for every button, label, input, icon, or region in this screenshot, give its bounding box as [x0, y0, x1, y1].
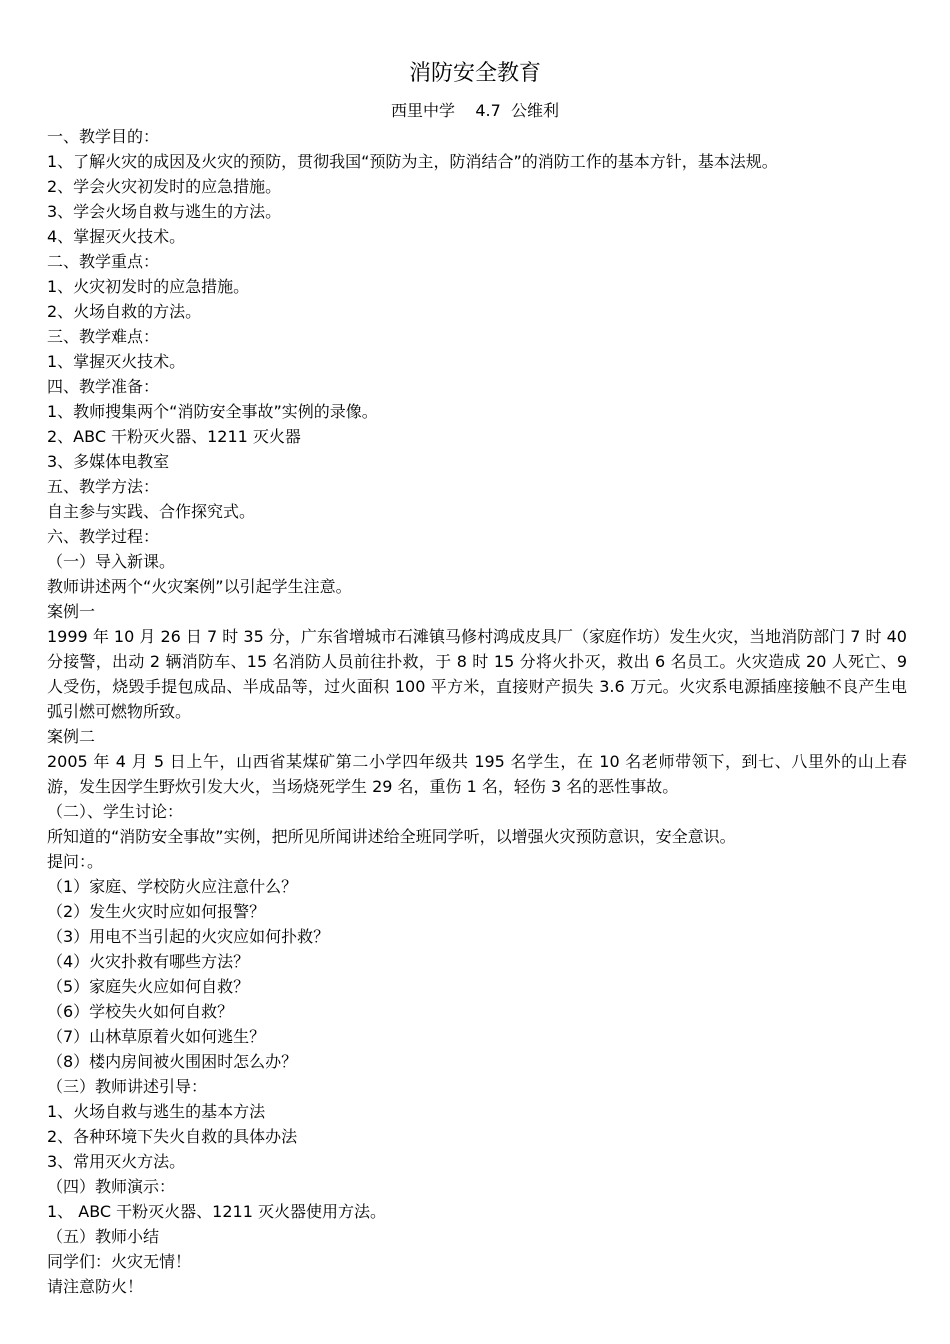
text-line: （三）教师讲述引导： — [47, 1077, 208, 1096]
text-line: （7）山林草原着火如何逃生？ — [47, 1027, 266, 1046]
text-line: （6）学校失火如何自救？ — [47, 1002, 234, 1021]
text-line: （四）教师演示： — [47, 1177, 176, 1196]
text-line: 自主参与实践、合作探究式。 — [47, 502, 256, 521]
text-line: 五、教学方法： — [47, 477, 160, 496]
text-line: 案例二 — [47, 727, 96, 746]
text-line: （二）、学生讨论： — [47, 802, 184, 821]
text-line: （2）发生火灾时应如何报警？ — [47, 902, 266, 921]
text-line: （3）用电不当引起的火灾应如何扑救？ — [47, 927, 330, 946]
text-line: 3、学会火场自救与逃生的方法。 — [47, 202, 282, 221]
text-line: 二、教学重点： — [47, 252, 160, 271]
text-line: 4、掌握灭火技术。 — [47, 227, 186, 246]
text-line: 2、ABC 干粉灭火器、1211 灭火器 — [47, 427, 301, 446]
text-line: 2、火场自救的方法。 — [47, 302, 202, 321]
text-line: （4）火灾扑救有哪些方法？ — [47, 952, 250, 971]
text-line: 教师讲述两个“火灾案例”以引起学生注意。 — [47, 577, 352, 596]
text-line: 请注意防火！ — [47, 1277, 144, 1296]
text-line: （8）楼内房间被火围困时怎么办？ — [47, 1052, 298, 1071]
text-line: 3、常用灭火方法。 — [47, 1152, 186, 1171]
text-line: 六、教学过程： — [47, 527, 160, 546]
text-line: 1999 年 10 月 26 日 7 时 35 分，广东省增城市石滩镇马修村鸿成皮具厂（家庭作坊）发生火灾，当地消防部门 7 时 40 分接警，出动 2 辆消防车、15 名消防人员前往扑救，于 8 时 15 分将火扑灭，救出 6 名员工。火灾造成 20 人死亡、9 人受伤，烧毁手提包成品、半成品等，过火面积 100 平方米，直接财产损失 3.6 万元。火灾系电源插座接触不良产生电弧引燃可燃物所致。 — [47, 627, 907, 721]
text-line: 1、 ABC 干粉灭火器、1211 灭火器使用方法。 — [47, 1202, 386, 1221]
text-line: 三、教学难点： — [47, 327, 160, 346]
text-line: （1）家庭、学校防火应注意什么？ — [47, 877, 298, 896]
text-line: （5）家庭失火应如何自救？ — [47, 977, 250, 996]
text-line: 2、学会火灾初发时的应急措施。 — [47, 177, 282, 196]
text-line: 1、火灾初发时的应急措施。 — [47, 277, 250, 296]
text-line: 2、各种环境下失火自救的具体办法 — [47, 1127, 298, 1146]
document-title: 消防安全教育 — [408, 61, 541, 86]
text-line: 四、教学准备： — [47, 377, 160, 396]
text-line: 3、多媒体电教室 — [47, 452, 170, 471]
text-line: （五）教师小结 — [47, 1227, 160, 1246]
document-body — [47, 124, 907, 1299]
text-line: （一）导入新课。 — [47, 552, 176, 571]
text-line: 案例一 — [47, 602, 96, 621]
text-line: 提问：。 — [47, 852, 104, 871]
text-line: 1、火场自救与逃生的基本方法 — [47, 1102, 266, 1121]
text-line: 同学们：火灾无情！ — [47, 1252, 192, 1271]
text-line: 所知道的“消防安全事故”实例，把所见所闻讲述给全班同学听，以增强火灾预防意识，安全意识。 — [47, 827, 736, 846]
text-line: 一、教学目的： — [47, 127, 160, 146]
text-line: 2005 年 4 月 5 日上午，山西省某煤矿第二小学四年级共 195 名学生，在 10 名老师带领下，到七、八里外的山上春游，发生因学生野炊引发大火，当场烧死学生 29 名，重伤 1 名，轻伤 3 名的恶性事故。 — [47, 752, 907, 796]
text-line: 1、了解火灾的成因及火灾的预防，贯彻我国“预防为主，防消结合”的消防工作的基本方针，基本法规。 — [47, 152, 778, 171]
text-line: 1、教师搜集两个“消防安全事故”实例的录像。 — [47, 402, 378, 421]
document-subtitle: 西里中学 4.7 公维利 — [391, 101, 559, 120]
text-line: 1、掌握灭火技术。 — [47, 352, 186, 371]
